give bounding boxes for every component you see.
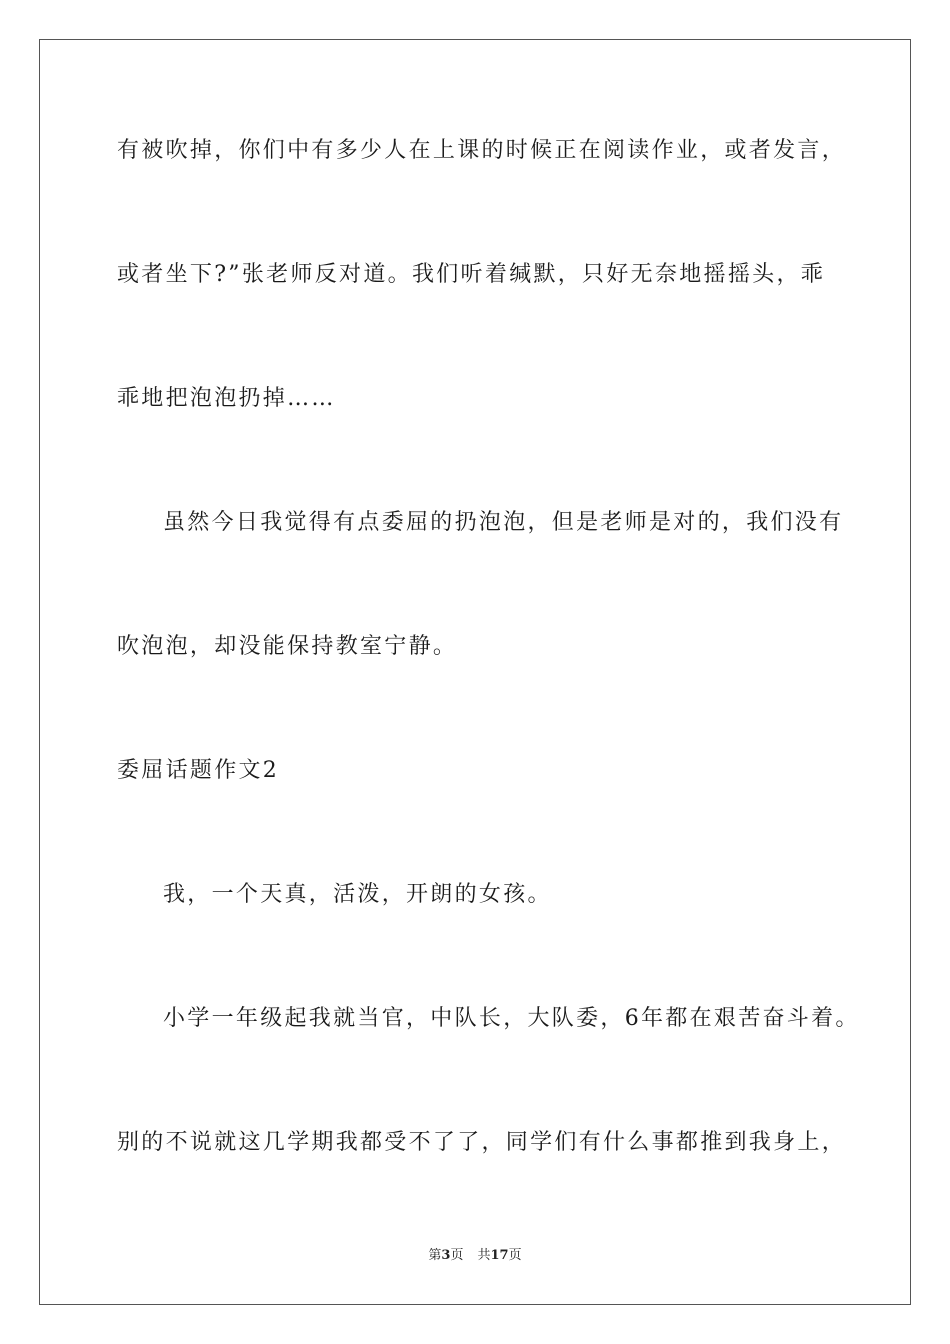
page-border [39, 39, 911, 1305]
paragraph-line-4: 虽然今日我觉得有点委屈的扔泡泡，但是老师是对的，我们没有 [163, 510, 844, 535]
total-prefix: 共 [477, 1248, 491, 1263]
paragraph-line-8: 别的不说就这几学期我都受不了了，同学们有什么事都推到我身上， [117, 1130, 847, 1155]
paragraph-line-6: 我，一个天真，活泼，开朗的女孩。 [163, 882, 552, 907]
page-number: 3 [441, 1248, 451, 1263]
paragraph-line-1: 有被吹掉，你们中有多少人在上课的时候正在阅读作业，或者发言， [117, 138, 847, 163]
paragraph-line-7: 小学一年级起我就当官，中队长，大队委，6年都在艰苦奋斗着。 [163, 1006, 860, 1031]
paragraph-line-5: 吹泡泡，却没能保持教室宁静。 [117, 634, 458, 659]
page-prefix: 第 [428, 1248, 442, 1263]
paragraph-line-2: 或者坐下?”张老师反对道。我们听着缄默，只好无奈地摇摇头，乖 [117, 262, 826, 287]
page-footer [0, 1247, 950, 1265]
total-suffix: 页 [508, 1248, 522, 1263]
page-suffix: 页 [450, 1248, 464, 1263]
total-pages: 17 [490, 1248, 509, 1263]
section-title: 委屈话题作文2 [117, 758, 280, 783]
paragraph-line-3: 乖地把泡泡扔掉…… [117, 386, 336, 411]
